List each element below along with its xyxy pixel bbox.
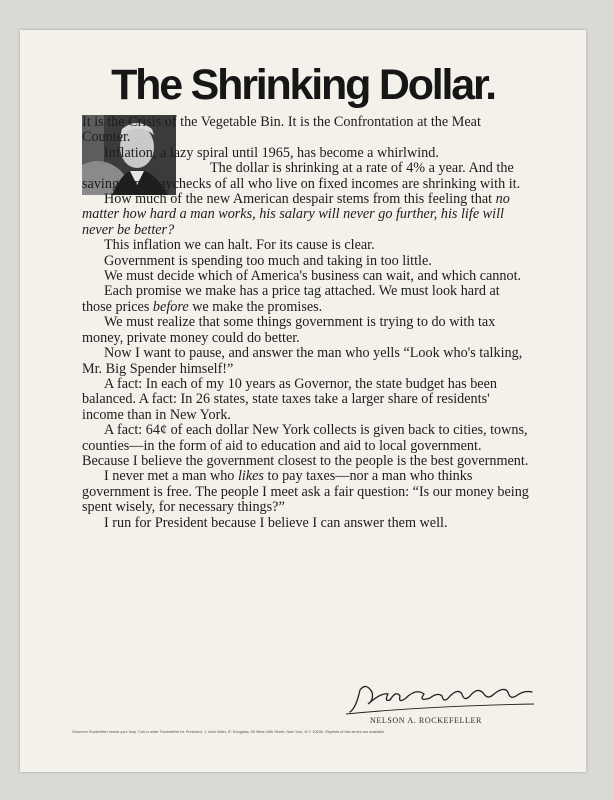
paragraph: I run for President because I believe I can answer them well.	[104, 514, 448, 531]
paragraph	[82, 469, 532, 515]
paragraph: This inflation we can halt. For its cause is clear.	[104, 237, 375, 254]
paragraph: Inflation, a lazy spiral until 1965, has become a whirlwind.	[104, 144, 439, 161]
text-run: How much of the new American despair stems from this feeling that	[104, 191, 493, 208]
poster-title: The Shrinking Dollar.	[111, 61, 495, 109]
text-run: we make the promises.	[192, 298, 323, 315]
letter-body	[82, 115, 532, 531]
emphasis-text: before	[152, 298, 189, 315]
poster	[20, 30, 586, 772]
signature-name: NELSON A. ROCKEFELLER	[370, 716, 482, 725]
paragraph	[82, 192, 532, 238]
emphasis-text: no matter how hard a man works, his salary will never go further, his life will never be better?	[82, 191, 510, 238]
signature-image	[338, 670, 538, 718]
paragraph: Now I want to pause, and answer the man who yells “Look who's talking, Mr. Big Spender himself!”	[82, 345, 523, 377]
text-run: to pay taxes—nor a man who thinks government is free. The people I meet ask a fair question: “Is our money being spent wisely, for necessary things?”	[82, 468, 529, 516]
paragraph: Government is spending too much and taking in too little.	[104, 252, 432, 269]
paragraph	[82, 284, 532, 315]
footer-text: Governor Rockefeller needs your help. Call or write: Rockefeller for President, J. Irwin Miller, R. Douglass, 50 West 44th Street, New York, N.Y. 10036. Reprints of this series are available.	[72, 730, 386, 734]
paragraph: It is the Crisis of the Vegetable Bin. It is the Confrontation at the Meat Counter.	[82, 114, 481, 146]
text-run: Each promise we make has a price tag attached. We must look hard at those prices	[82, 283, 500, 315]
paragraph: A fact: 64¢ of each dollar New York collects is given back to cities, towns, counties—in the form of aid to education and aid to local government. Because I believe the government closest to the people is the best government.	[82, 422, 529, 469]
paragraph: A fact: In each of my 10 years as Governor, the state budget has been balanced. A fact: In 26 states, state taxes take a larger share of residents' income than in New York.	[82, 375, 497, 423]
footer-credit	[72, 730, 492, 735]
paragraph: The dollar is shrinking at a rate of 4% a year. And the savings and paychecks of all who live on fixed incomes are shrinking with it.	[82, 160, 521, 192]
paragraph: We must realize that some things government is trying to do with tax money, private money could do better.	[82, 314, 496, 346]
paragraph: We must decide which of America's business can wait, and which cannot.	[104, 268, 522, 285]
text-run: I never met a man who	[104, 468, 235, 485]
emphasis-text: likes	[237, 468, 264, 485]
